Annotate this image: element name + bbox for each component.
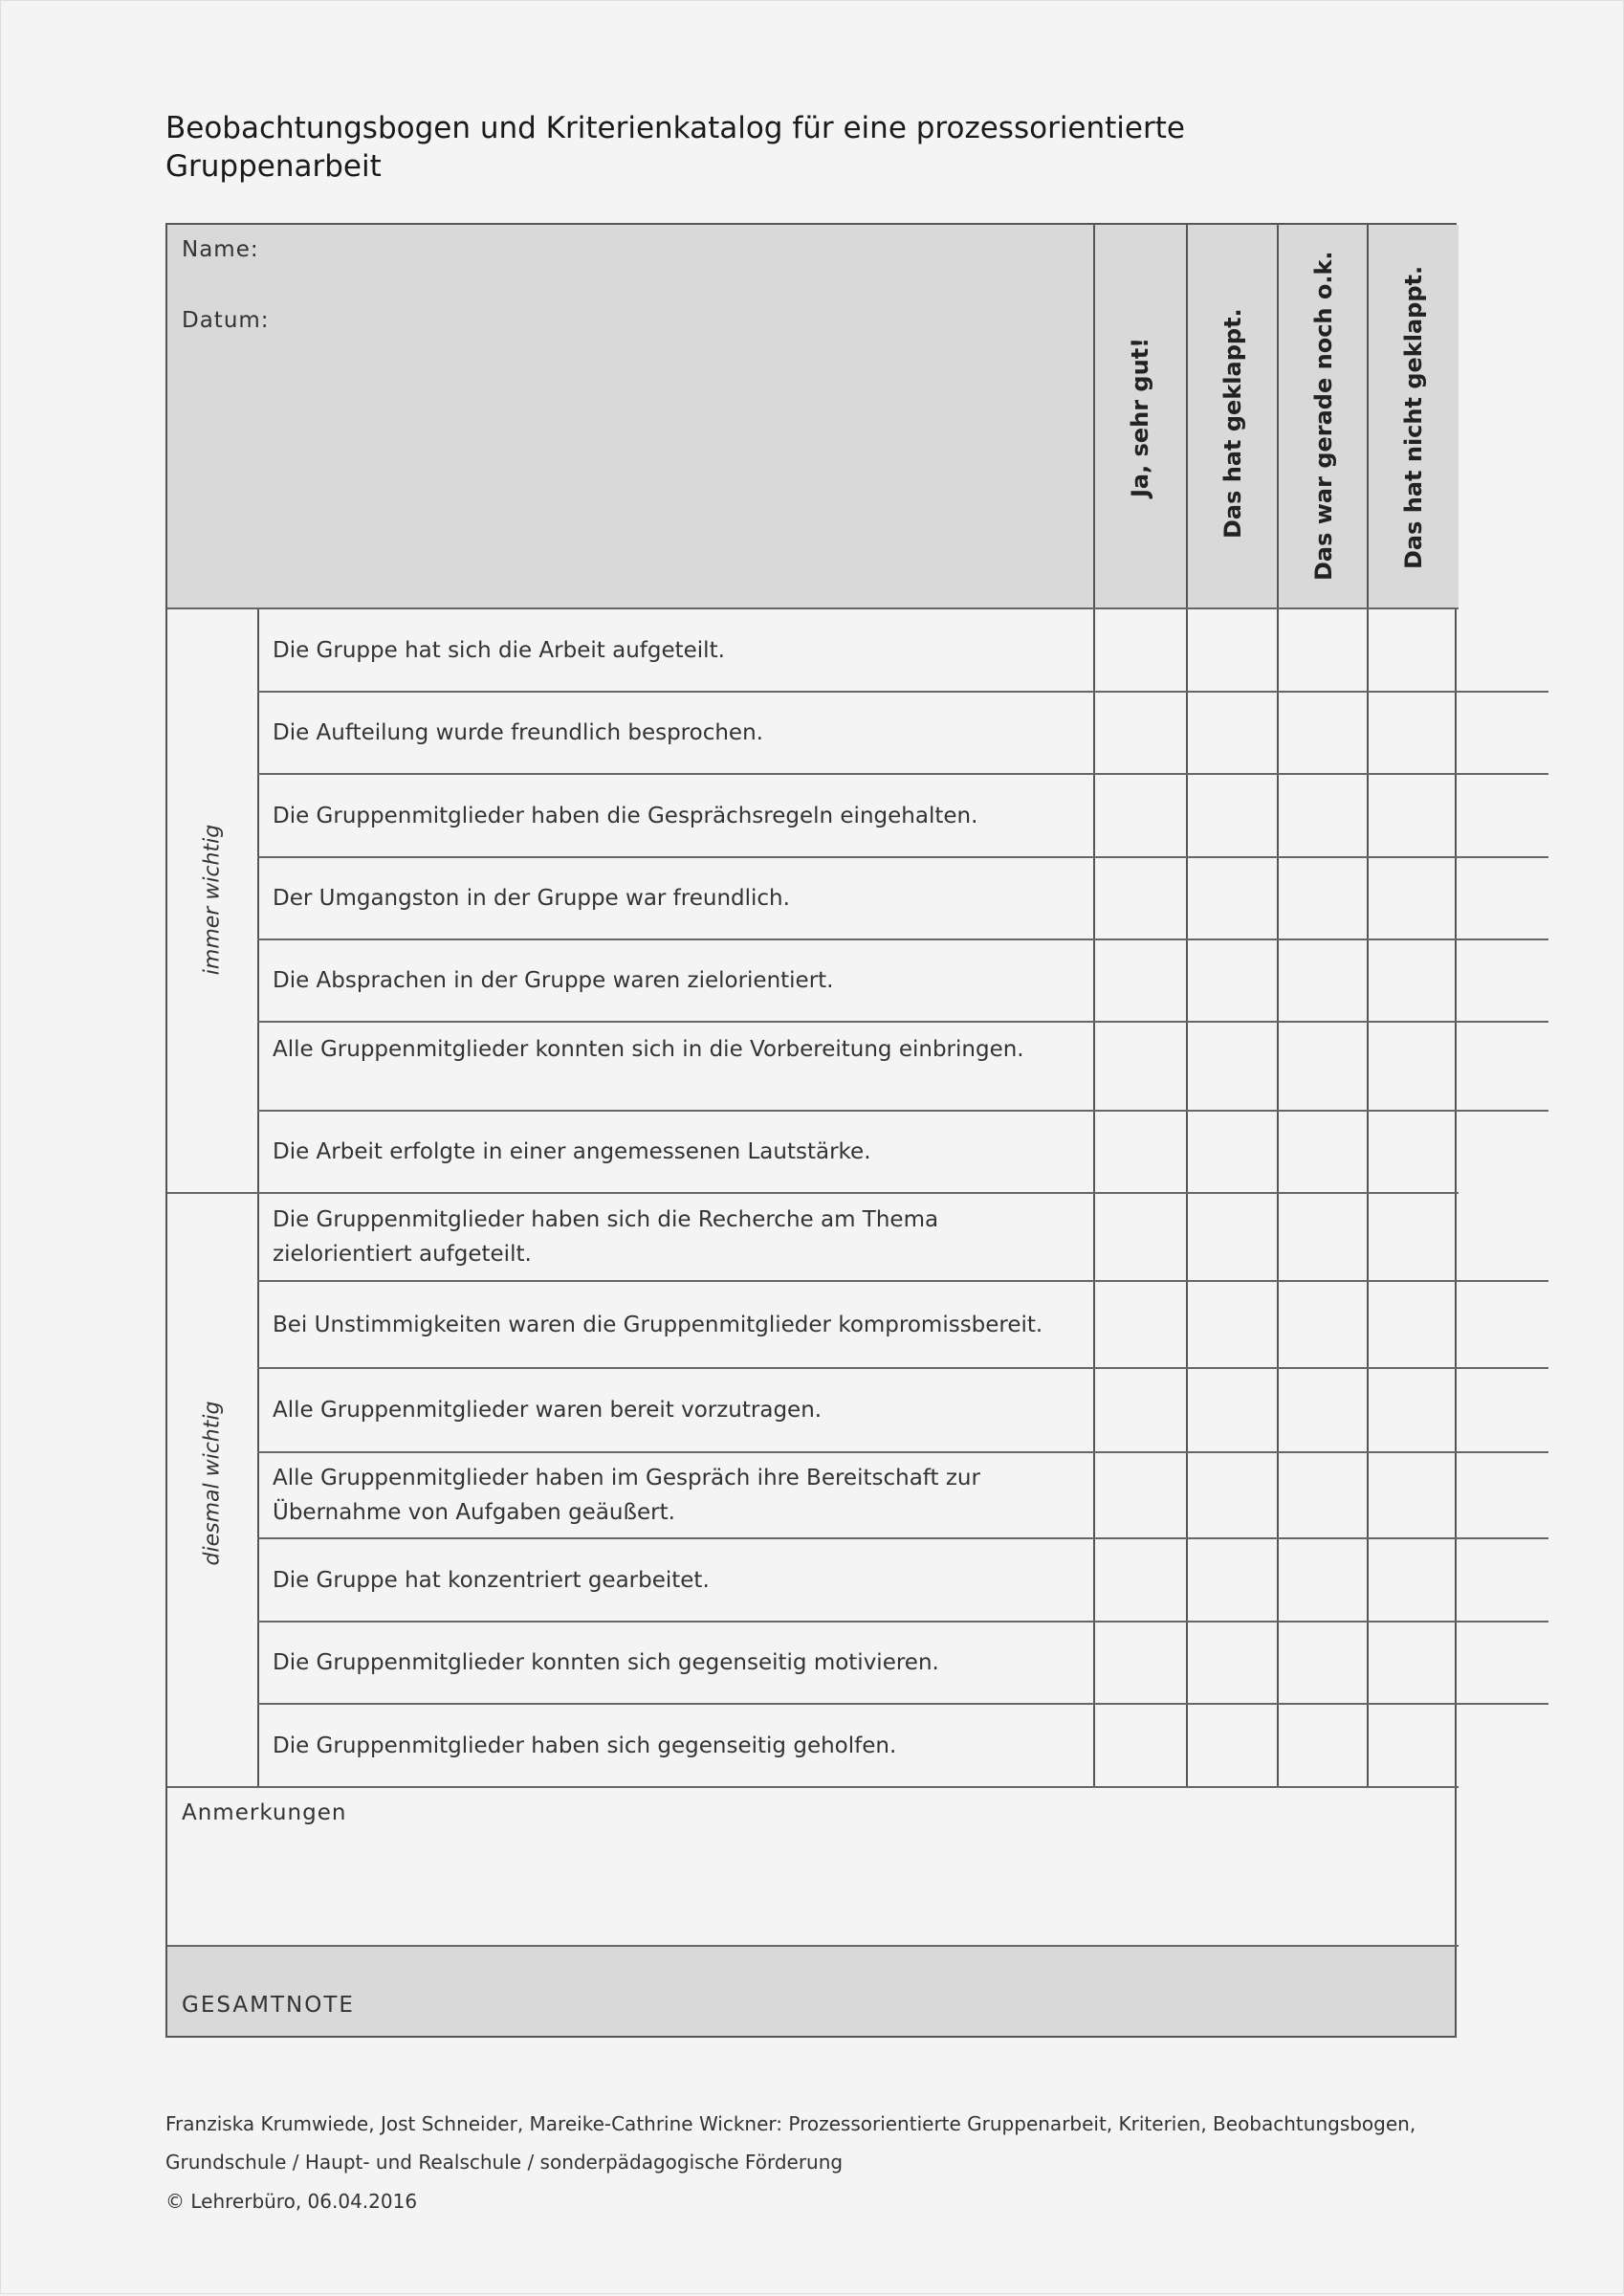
rating-cell-2[interactable] <box>1189 1283 1276 1366</box>
rating-cell-1[interactable] <box>1096 859 1183 938</box>
criterion-text: Alle Gruppenmitglieder waren bereit vorzutragen. <box>273 1398 823 1423</box>
rating-cell-3[interactable] <box>1280 1370 1367 1450</box>
rating-cell-2[interactable] <box>1189 1370 1276 1450</box>
rating-cell-2[interactable] <box>1189 1706 1276 1785</box>
rating-cell-3[interactable] <box>1280 941 1367 1020</box>
rating-cell-3[interactable] <box>1280 1623 1367 1702</box>
rating-cell-2[interactable] <box>1189 941 1276 1020</box>
rating-cell-2[interactable] <box>1189 1623 1276 1702</box>
row-divider <box>257 1021 1548 1023</box>
column-header-4: Das hat nicht geklappt. <box>1400 265 1427 569</box>
rating-cell-3[interactable] <box>1280 610 1367 690</box>
row-divider <box>257 938 1548 940</box>
rating-cell-1[interactable] <box>1096 1454 1183 1536</box>
row-divider <box>257 1451 1548 1453</box>
rating-cell-4[interactable] <box>1370 941 1457 1020</box>
criterion-text: Der Umgangston in der Gruppe war freundlich. <box>273 886 790 911</box>
rating-cell-2[interactable] <box>1189 776 1276 855</box>
rating-cell-4[interactable] <box>1370 610 1457 690</box>
rating-cell-1[interactable] <box>1096 610 1183 690</box>
row-divider <box>167 1192 1459 1194</box>
rating-cell-4[interactable] <box>1370 1024 1457 1109</box>
rating-cell-3[interactable] <box>1280 776 1367 855</box>
rating-cell-1[interactable] <box>1096 694 1183 772</box>
footer-line-1: Franziska Krumwiede, Jost Schneider, Mareike-Cathrine Wickner: Prozessorientierte Gruppenarbeit, Kriterien, Beobachtungsbogen, <box>165 2112 1416 2135</box>
rating-cell-1[interactable] <box>1096 1283 1183 1366</box>
criterion-text: Alle Gruppenmitglieder haben im Gespräch ihre Bereitschaft zur Übernahme von Aufgaben geäußert. <box>273 1466 980 1525</box>
row-divider <box>257 1621 1548 1623</box>
criterion-text: Die Absprachen in der Gruppe waren zielorientiert. <box>273 968 834 993</box>
criterion-text: Die Gruppenmitglieder konnten sich gegenseitig motivieren. <box>273 1650 939 1675</box>
name-field[interactable] <box>263 232 1086 271</box>
section-label: diesmal wichtig <box>200 1401 225 1565</box>
rating-cell-4[interactable] <box>1370 1623 1457 1702</box>
rating-cell-1[interactable] <box>1096 941 1183 1020</box>
category-divider <box>257 608 259 1787</box>
date-label: Datum: <box>182 308 270 333</box>
observation-table <box>165 223 1457 2038</box>
row-divider <box>257 856 1548 858</box>
rating-cell-4[interactable] <box>1370 1113 1457 1191</box>
rating-cell-1[interactable] <box>1096 776 1183 855</box>
rating-cell-3[interactable] <box>1280 1283 1367 1366</box>
rating-cell-1[interactable] <box>1096 1113 1183 1191</box>
rating-cell-1[interactable] <box>1096 1623 1183 1702</box>
date-field[interactable] <box>263 303 1086 342</box>
rating-cell-1[interactable] <box>1096 1195 1183 1279</box>
rating-cell-1[interactable] <box>1096 1706 1183 1785</box>
criterion-text: Die Gruppenmitglieder haben die Gesprächsregeln eingehalten. <box>273 803 978 828</box>
rating-cell-1[interactable] <box>1096 1540 1183 1620</box>
remarks-label: Anmerkungen <box>182 1800 347 1825</box>
criterion-text: Die Arbeit erfolgte in einer angemessenen Lautstärke. <box>273 1139 871 1164</box>
criterion-text: Die Gruppe hat konzentriert gearbeitet. <box>273 1567 710 1593</box>
rating-cell-4[interactable] <box>1370 1454 1457 1536</box>
rating-cell-2[interactable] <box>1189 859 1276 938</box>
total-grade-row[interactable] <box>167 1947 1455 2036</box>
rating-cell-4[interactable] <box>1370 776 1457 855</box>
rating-cell-3[interactable] <box>1280 1195 1367 1279</box>
rating-cell-3[interactable] <box>1280 1113 1367 1191</box>
document-title <box>165 109 1185 186</box>
rating-cell-2[interactable] <box>1189 1540 1276 1620</box>
rating-cell-2[interactable] <box>1189 1113 1276 1191</box>
rating-cell-4[interactable] <box>1370 1540 1457 1620</box>
criterion-text: Die Gruppenmitglieder haben sich gegenseitig geholfen. <box>273 1733 897 1758</box>
row-divider <box>257 1537 1548 1539</box>
name-label: Name: <box>182 237 259 262</box>
rating-cell-4[interactable] <box>1370 859 1457 938</box>
rating-cell-3[interactable] <box>1280 694 1367 772</box>
footer-line-3: © Lehrerbüro, 06.04.2016 <box>165 2190 418 2213</box>
section-label: immer wichtig <box>200 824 225 975</box>
column-divider <box>1277 225 1279 1787</box>
criterion-text: Bei Unstimmigkeiten waren die Gruppenmitglieder kompromissbereit. <box>273 1312 1043 1337</box>
footer-line-2: Grundschule / Haupt- und Realschule / sonderpädagogische Förderung <box>165 2151 844 2174</box>
rating-cell-2[interactable] <box>1189 1024 1276 1109</box>
row-divider <box>257 1280 1548 1282</box>
title-line-1: Beobachtungsbogen und Kriterienkatalog für eine prozessorientierte <box>165 111 1185 145</box>
rating-cell-2[interactable] <box>1189 1195 1276 1279</box>
rating-cell-4[interactable] <box>1370 1370 1457 1450</box>
total-grade-label: GESAMTNOTE <box>182 1993 355 2018</box>
row-divider <box>257 1367 1548 1369</box>
column-divider <box>1093 225 1095 1787</box>
rating-cell-4[interactable] <box>1370 1283 1457 1366</box>
remarks-field[interactable] <box>171 1837 1453 1942</box>
table-header <box>167 225 1459 608</box>
rating-cell-1[interactable] <box>1096 1370 1183 1450</box>
criterion-text: Die Gruppe hat sich die Arbeit aufgeteilt. <box>273 637 725 663</box>
column-header-3: Das war gerade noch o.k. <box>1310 251 1337 581</box>
rating-cell-1[interactable] <box>1096 1024 1183 1109</box>
row-divider <box>257 1110 1548 1112</box>
criterion-text: Alle Gruppenmitglieder konnten sich in die Vorbereitung einbringen. <box>273 1036 1024 1062</box>
rating-cell-3[interactable] <box>1280 1454 1367 1536</box>
row-divider <box>167 1786 1459 1788</box>
rating-cell-3[interactable] <box>1280 1540 1367 1620</box>
criterion-text: Die Aufteilung wurde freundlich besprochen. <box>273 720 763 745</box>
rating-cell-2[interactable] <box>1189 694 1276 772</box>
column-header-1: Ja, sehr gut! <box>1127 337 1153 497</box>
rating-cell-2[interactable] <box>1189 1454 1276 1536</box>
row-divider <box>167 607 1459 609</box>
title-line-2: Gruppenarbeit <box>165 149 382 184</box>
rating-cell-2[interactable] <box>1189 610 1276 690</box>
row-divider <box>257 1703 1548 1705</box>
rating-cell-4[interactable] <box>1370 1195 1457 1279</box>
rating-cell-3[interactable] <box>1280 1024 1367 1109</box>
row-divider <box>257 773 1548 775</box>
row-divider <box>257 691 1548 693</box>
column-header-2: Das hat geklappt. <box>1219 308 1246 539</box>
rating-cell-3[interactable] <box>1280 1706 1367 1785</box>
column-divider <box>1186 225 1188 1787</box>
column-divider <box>1367 225 1369 1787</box>
rating-cell-3[interactable] <box>1280 859 1367 938</box>
rating-cell-4[interactable] <box>1370 1706 1457 1785</box>
criterion-text: Die Gruppenmitglieder haben sich die Recherche am Thema zielorientiert aufgeteilt. <box>273 1207 939 1267</box>
rating-cell-4[interactable] <box>1370 694 1457 772</box>
